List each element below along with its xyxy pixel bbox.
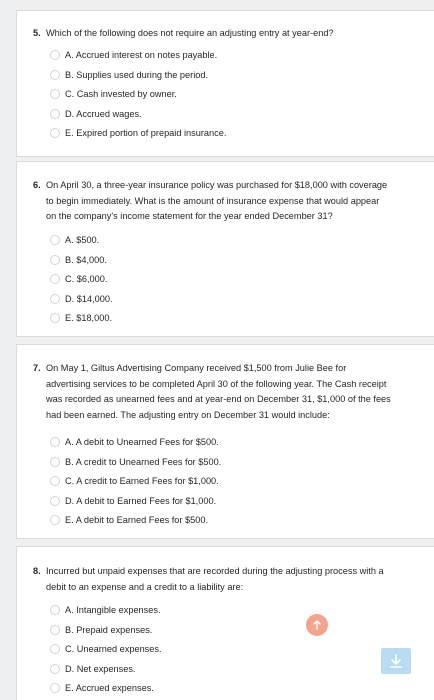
option-label: E. Accrued expenses. [65,683,154,693]
answer-option-c[interactable] [50,270,107,288]
answer-option-a[interactable] [50,433,219,451]
question-card-7 [16,344,434,539]
radio-icon[interactable] [50,664,60,674]
option-label: A. A debit to Unearned Fees for $500. [65,437,219,447]
answer-option-d[interactable] [50,660,135,678]
radio-icon[interactable] [50,605,60,615]
question-number: 6. [33,180,41,190]
question-line: Which of the following does not require an adjusting entry at year-end? [46,28,334,38]
answer-option-a[interactable] [50,231,99,249]
option-label: C. A credit to Earned Fees for $1,000. [65,476,219,486]
answer-option-c[interactable] [50,85,177,103]
arrow-up-icon [312,620,322,630]
option-label: D. $14,000. [65,293,113,304]
question-text [33,361,434,423]
answer-option-c[interactable] [50,640,162,658]
question-text [33,178,434,225]
option-label: E. Expired portion of prepaid insurance. [65,128,227,138]
radio-icon[interactable] [50,128,60,138]
option-label: D. A debit to Earned Fees for $1,000. [65,495,217,506]
answer-option-b[interactable] [50,621,152,639]
answer-option-b[interactable] [50,453,221,471]
answer-option-e[interactable] [50,309,112,327]
question-text [33,564,434,595]
download-arrow-icon [389,654,403,668]
question-line: Incurred but unpaid expenses that are recorded during the adjusting process with a [46,566,384,576]
radio-icon[interactable] [50,644,60,654]
option-label: D. Accrued wages. [65,108,142,119]
answer-option-b[interactable] [50,251,107,269]
option-label: C. $6,000. [65,274,108,284]
answer-option-a[interactable] [50,601,161,619]
radio-icon[interactable] [50,70,60,80]
option-label: A. Intangible expenses. [65,605,161,615]
radio-icon[interactable] [50,89,60,99]
radio-icon[interactable] [50,437,60,447]
scroll-up-button[interactable] [306,614,328,636]
option-label: B. Prepaid expenses. [65,624,153,635]
radio-icon[interactable] [50,625,60,635]
question-line: on the company's income statement for the year ended December 31? [46,211,333,221]
answer-option-e[interactable] [50,124,226,142]
option-label: E. A debit to Earned Fees for $500. [65,515,209,525]
radio-icon[interactable] [50,274,60,284]
question-text [33,26,434,42]
question-line: had been earned. The adjusting entry on December 31 would include: [46,409,330,420]
question-line: advertising services to be completed April 30 of the following year. The Cash receipt [46,378,387,389]
option-label: A. Accrued interest on notes payable. [65,50,218,60]
option-label: E. $18,000. [65,313,112,323]
radio-icon[interactable] [50,255,60,265]
answer-option-d[interactable] [50,492,216,510]
question-number: 5. [33,28,41,38]
answer-option-a[interactable] [50,46,217,64]
scroll-down-button[interactable] [381,648,411,674]
answer-option-b[interactable] [50,66,208,84]
option-label: C. Unearned expenses. [65,644,162,654]
radio-icon[interactable] [50,476,60,486]
option-label: D. Net expenses. [65,663,136,674]
answer-option-c[interactable] [50,472,219,490]
question-line: On April 30, a three-year insurance policy was purchased for $18,000 with coverage [46,180,388,190]
option-label: B. $4,000. [65,254,107,265]
option-label: B. Supplies used during the period. [65,69,209,80]
answer-option-e[interactable] [50,511,208,529]
question-number: 7. [33,363,41,373]
answer-option-d[interactable] [50,105,142,123]
question-card-6 [16,161,434,337]
radio-icon[interactable] [50,496,60,506]
option-label: A. $500. [65,235,100,245]
radio-icon[interactable] [50,313,60,323]
radio-icon[interactable] [50,683,60,693]
option-label: C. Cash invested by owner. [65,89,177,99]
question-line: was recorded as unearned fees and at year-end on December 31, $1,000 of the fees [46,394,391,404]
radio-icon[interactable] [50,457,60,467]
question-line: On May 1, Giltus Advertising Company received $1,500 from Julie Bee for [46,363,347,373]
question-card-8 [16,546,434,700]
question-card-5 [16,10,434,157]
radio-icon[interactable] [50,109,60,119]
option-label: B. A credit to Unearned Fees for $500. [65,456,222,467]
radio-icon[interactable] [50,235,60,245]
radio-icon[interactable] [50,294,60,304]
question-number: 8. [33,566,41,576]
question-line: to begin immediately. What is the amount of insurance expense that would appear [46,195,380,206]
radio-icon[interactable] [50,50,60,60]
question-line: debit to an expense and a credit to a liability are: [46,581,244,592]
answer-option-e[interactable] [50,679,154,697]
answer-option-d[interactable] [50,290,113,308]
radio-icon[interactable] [50,515,60,525]
